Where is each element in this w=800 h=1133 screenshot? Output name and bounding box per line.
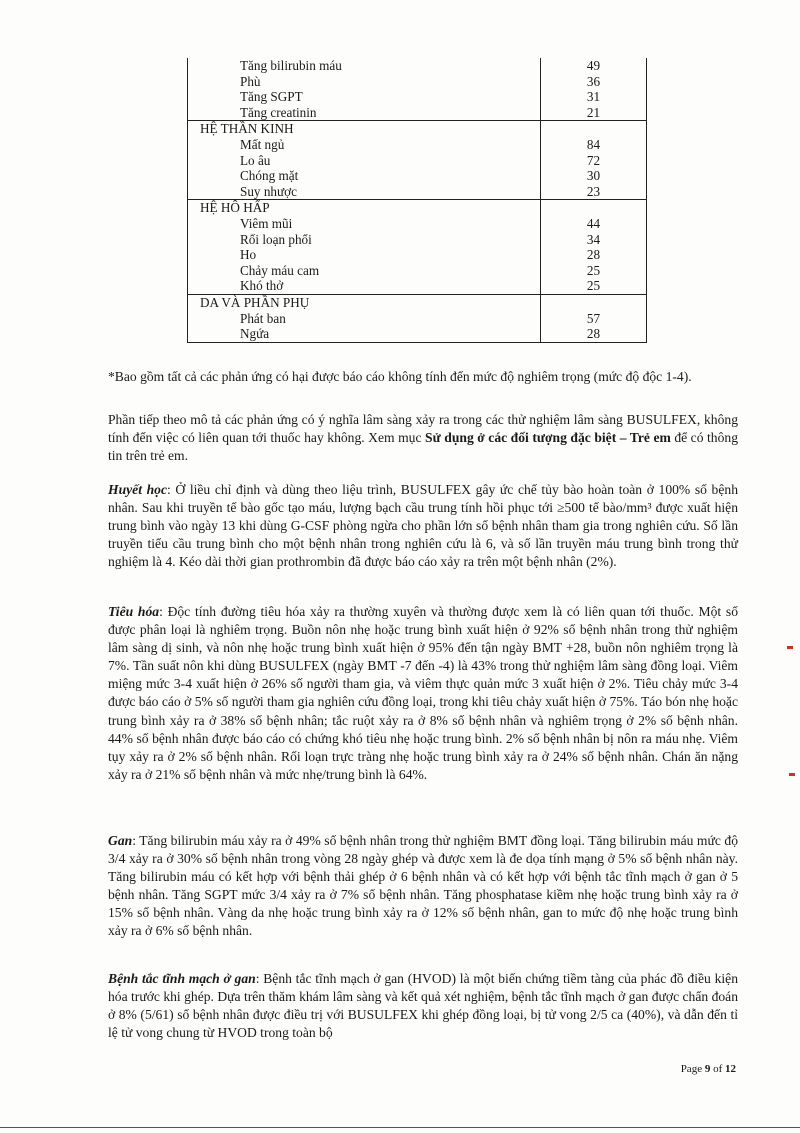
intro-text-end: để có thông tin trên trẻ em.: [108, 430, 738, 464]
reaction-name-cell: Chóng mặt: [188, 168, 541, 184]
table-row: [188, 232, 647, 248]
section-text: : Độc tính đường tiêu hóa xảy ra thường xuyên và thường được xem là có liên quan tới thuốc. Một số được phân loại là nghiêm trọng. Buồn nôn nhẹ hoặc trung bình xuất hiện ở 92% số bệnh nhân trong thử nghiệm lâm sàng dị sinh, và nôn nhẹ hoặc trung bình xuất hiện ở 95% đến tận ngày BMT +28, buồn nôn nghiêm trọng là 7%. Tần suất nôn khi dùng BUSULFEX (ngày BMT -7 đến -4) là 43% trong thử nghiệm lâm sàng đồng loại. Viêm miệng mức 3-4 xuất hiện ở 26% số người tham gia, và viêm thực quản mức 3 xuất hiện ở 2%. Tiêu chảy mức 3-4 được báo cáo ở 5% số người tham gia nghiên cứu đồng loại, trong khi tiêu chảy xuất hiện ở 75%. Táo bón nhẹ hoặc trung bình xảy ra ở 38% số bệnh nhân; tắc ruột xảy ra ở 8% số bệnh nhân và nghiêm trọng ở 2% số bệnh nhân. 44% số bệnh nhân được báo cáo có chứng khó tiêu nhẹ hoặc trung bình. 2% số bệnh nhân bị nôn ra máu nhẹ. Viêm tụy xảy ra ở 2% số bệnh nhân. Rối loạn trực tràng nhẹ hoặc trung bình xảy ra ở 24% số bệnh nhân. Chán ăn nặng xảy ra ở 21% số bệnh nhân và mức nhẹ/trung bình là 64%.: [108, 604, 738, 782]
reaction-name-cell: Phát ban: [188, 311, 541, 327]
reaction-name-cell: Rối loạn phổi: [188, 232, 541, 248]
section-label: Tiêu hóa: [108, 604, 160, 619]
reaction-name-cell: Chảy máu cam: [188, 263, 541, 279]
adverse-events-table: [187, 58, 647, 343]
section-text: : Ở liều chỉ định và dùng theo liệu trình, BUSULFEX gây ức chế tủy bào hoàn toàn ở 100% số bệnh nhân. Sau khi truyền tế bào gốc tạo máu, lượng bạch cầu trung tính hồi phục tới ≥500 tế bào/mm³ được xuất hiện trung bình vào ngày 13 khi dùng G-CSF phòng ngừa cho phần lớn số bệnh nhân tham gia trong nghiên cứu. Số lần truyền tiểu cầu trung bình cho một bệnh nhân trong nghiên cứu là 6, và số lần truyền máu trung bình trong thử nghiệm là 4. Kéo dài thời gian prothrombin đã được báo cáo xảy ra trên một bệnh nhân (2%).: [108, 482, 738, 570]
table-row: [188, 263, 647, 279]
section-label: Huyết học: [108, 482, 167, 497]
table-row: [188, 74, 647, 90]
percent-cell: 57: [541, 311, 647, 327]
percent-cell: 72: [541, 153, 647, 169]
percent-cell: 30: [541, 168, 647, 184]
margin-mark: [789, 773, 795, 776]
section-text: : Tăng bilirubin máu xảy ra ở 49% số bệnh nhân trong thử nghiệm BMT đồng loại. Tăng bilirubin máu mức độ 3/4 xảy ra ở 30% số bệnh nhân trong vòng 28 ngày ghép và được xem là đe dọa tính mạng ở 5% số bệnh nhân này. Tăng bilirubin máu có kết hợp với bệnh thải ghép ở 6 bệnh nhân và có kết hợp với bệnh tắc tĩnh mạch ở gan ở 5 bệnh nhân. Tăng SGPT mức 3/4 xảy ra ở 7% số bệnh nhân. Tăng phosphatase kiềm nhẹ hoặc trung bình xảy ra ở 15% số bệnh nhân. Vàng da nhẹ hoặc trung bình xảy ra ở 12% số bệnh nhân, gan to mức độ nhẹ hoặc trung bình xảy ra ở 6% số bệnh nhân.: [108, 833, 738, 939]
adverse-events-table-body: [188, 58, 647, 342]
table-row: [188, 311, 647, 327]
section-label: Bệnh tắc tĩnh mạch ở gan: [108, 971, 256, 986]
group-name-cell: DA VÀ PHẦN PHỤ: [188, 294, 541, 310]
percent-cell: 28: [541, 326, 647, 342]
percent-cell: 25: [541, 278, 647, 294]
footer-of: of: [710, 1063, 725, 1075]
table-footnote: *Bao gồm tất cả các phản ứng có hại được báo cáo không tính đến mức độ nghiêm trọng (mức độ độc 1-4).: [108, 369, 692, 384]
table-row: [188, 137, 647, 153]
reaction-name-cell: Phù: [188, 74, 541, 90]
reaction-name-cell: Tăng SGPT: [188, 89, 541, 105]
section-hvod: [108, 970, 738, 1042]
reaction-name-cell: Suy nhược: [188, 184, 541, 200]
table-row: [188, 184, 647, 200]
page-number: 9: [704, 1063, 711, 1075]
section-hematology: [108, 481, 738, 571]
percent-cell: 84: [541, 137, 647, 153]
table-group-header-row: [188, 121, 647, 137]
footer-prefix: Page: [680, 1063, 705, 1075]
percent-cell: 31: [541, 89, 647, 105]
table-group-header-row: [188, 294, 647, 310]
table-row: [188, 247, 647, 263]
table-row: [188, 278, 647, 294]
percent-cell: 34: [541, 232, 647, 248]
page-total: 12: [725, 1063, 736, 1075]
reaction-name-cell: Ho: [188, 247, 541, 263]
intro-bold-reference: Sử dụng ở các đối tượng đặc biệt – Trẻ em: [425, 430, 671, 446]
percent-cell: 36: [541, 74, 647, 90]
percent-cell: 25: [541, 263, 647, 279]
group-name-cell: HỆ HÔ HẤP: [188, 200, 541, 216]
section-gastrointestinal: [108, 603, 738, 784]
reaction-name-cell: Mất ngủ: [188, 137, 541, 153]
margin-mark: [787, 646, 793, 649]
percent-cell: [541, 200, 647, 216]
section-liver: [108, 832, 738, 941]
percent-cell: 49: [541, 58, 647, 74]
table-row: [188, 326, 647, 342]
page-bottom-rule: [0, 1127, 800, 1128]
intro-text: Phần tiếp theo mô tả các phản ứng có ý nghĩa lâm sàng xảy ra trong các thử nghiệm lâm sàng BUSULFEX, không tính đến việc có liên quan tới thuốc hay không. Xem mục: [108, 412, 738, 446]
section-text: : Bệnh tắc tĩnh mạch ở gan (HVOD) là một biến chứng tiềm tàng của phác đồ điều kiện hóa trước khi ghép. Dựa trên thăm khám lâm sàng và kết quả xét nghiệm, bệnh tắc tĩnh mạch ở gan được chẩn đoán ở 8% (5/61) số bệnh nhân được điều trị với BUSULFEX khi ghép đồng loại, bị tử vong 2/5 ca (40%), và dẫn đến tỉ lệ tử vong chung từ HVOD trong toàn bộ: [108, 971, 738, 1041]
table-row: [188, 89, 647, 105]
section-label: Gan: [108, 833, 133, 848]
intro-paragraph: [108, 411, 738, 465]
table-row: [188, 168, 647, 184]
percent-cell: [541, 294, 647, 310]
reaction-name-cell: Ngứa: [188, 326, 541, 342]
percent-cell: 23: [541, 184, 647, 200]
page-footer: [681, 1063, 736, 1075]
table-row: [188, 105, 647, 121]
reaction-name-cell: Tăng creatinin: [188, 105, 541, 121]
table-row: [188, 58, 647, 74]
percent-cell: [541, 121, 647, 137]
reaction-name-cell: Tăng bilirubin máu: [188, 58, 541, 74]
reaction-name-cell: Viêm mũi: [188, 216, 541, 232]
reaction-name-cell: Khó thở: [188, 278, 541, 294]
percent-cell: 44: [541, 216, 647, 232]
reaction-name-cell: Lo âu: [188, 153, 541, 169]
table-row: [188, 153, 647, 169]
percent-cell: 21: [541, 105, 647, 121]
table-row: [188, 216, 647, 232]
table-group-header-row: [188, 200, 647, 216]
group-name-cell: HỆ THẦN KINH: [188, 121, 541, 137]
percent-cell: 28: [541, 247, 647, 263]
